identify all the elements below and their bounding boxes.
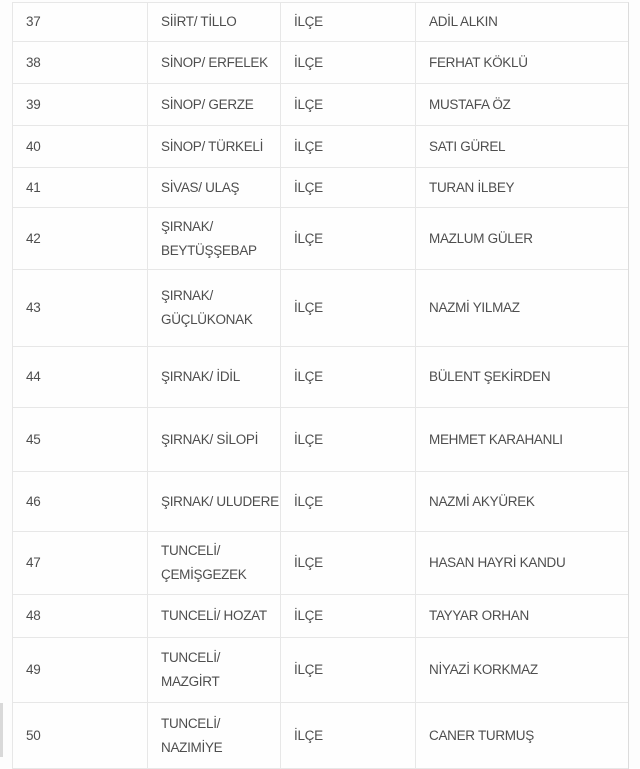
- candidate-name-cell: SATI GÜREL: [429, 138, 506, 154]
- table-row: [13, 3, 628, 42]
- unit-type-cell: İLÇE: [281, 638, 416, 702]
- row-number-cell: [13, 126, 148, 167]
- candidate-name-cell: FERHAT KÖKLÜ: [429, 54, 528, 70]
- province-district-cell: TUNCELİ/ ÇEMİŞGEZEK: [148, 532, 281, 594]
- candidate-name-cell: BÜLENT ŞEKİRDEN: [429, 369, 551, 384]
- unit-type-cell: İLÇE: [281, 472, 416, 531]
- province-district-cell: ŞIRNAK/ İDİL: [148, 347, 281, 407]
- row-number-cell: [13, 595, 148, 637]
- table-row: [13, 703, 628, 769]
- row-number-cell: [13, 42, 148, 83]
- row-number-cell: [13, 472, 148, 531]
- candidate-name-cell: NİYAZİ KORKMAZ: [429, 662, 538, 677]
- left-edge-artifact: [0, 703, 3, 757]
- row-number-cell: [13, 638, 148, 702]
- table-row: [13, 126, 628, 168]
- unit-type-cell: İLÇE: [281, 703, 416, 768]
- candidate-name-cell: HASAN HAYRİ KANDU: [429, 555, 566, 570]
- unit-type-cell: İLÇE: [281, 347, 416, 407]
- province-district-cell: ŞIRNAK/ ULUDERE: [148, 472, 281, 531]
- province-district-cell: SİVAS/ ULAŞ: [148, 168, 281, 207]
- province-district-cell: ŞIRNAK/ BEYTÜŞŞEBAP: [148, 208, 281, 269]
- table-row: [13, 532, 628, 595]
- row-number: 48: [26, 608, 41, 623]
- candidate-name-cell: MUSTAFA ÖZ: [429, 96, 511, 112]
- table-row: [13, 270, 628, 347]
- unit-type-cell: İLÇE: [281, 168, 416, 207]
- province-district-cell: SİNOP/ TÜRKELİ: [148, 126, 281, 167]
- province-district-cell: SİİRT/ TİLLO: [148, 3, 281, 41]
- candidate-name-cell: CANER TURMUŞ: [429, 727, 534, 743]
- row-number: 41: [26, 179, 41, 195]
- unit-type-cell: İLÇE: [281, 84, 416, 125]
- table-row: [13, 208, 628, 270]
- row-number: 50: [26, 727, 41, 743]
- row-number: 47: [26, 555, 41, 570]
- row-number-cell: [13, 408, 148, 471]
- unit-type-cell: İLÇE: [281, 3, 416, 41]
- row-number: 39: [26, 96, 41, 112]
- row-number: 42: [26, 230, 41, 246]
- candidate-name-cell: ADİL ALKIN: [429, 14, 498, 29]
- table-row: [13, 638, 628, 703]
- row-number-cell: [13, 532, 148, 594]
- candidate-name-cell: TURAN İLBEY: [429, 179, 515, 195]
- unit-type-cell: İLÇE: [281, 532, 416, 594]
- row-number-cell: [13, 703, 148, 768]
- row-number-cell: [13, 84, 148, 125]
- table-row: [13, 42, 628, 84]
- unit-type-cell: İLÇE: [281, 126, 416, 167]
- row-number-cell: [13, 3, 148, 41]
- candidate-name-cell: MAZLUM GÜLER: [429, 230, 533, 246]
- unit-type-cell: İLÇE: [281, 408, 416, 471]
- candidate-name-cell: NAZMİ YILMAZ: [429, 300, 520, 315]
- table-row: [13, 84, 628, 126]
- row-number: 43: [26, 300, 41, 315]
- row-number: 40: [26, 138, 41, 154]
- row-number: 37: [26, 14, 41, 29]
- province-district-cell: ŞIRNAK/ GÜÇLÜKONAK: [148, 270, 281, 346]
- row-number-cell: [13, 270, 148, 346]
- row-number: 44: [26, 369, 41, 384]
- province-district-cell: SİNOP/ ERFELEK: [148, 42, 281, 83]
- row-number: 46: [26, 493, 41, 509]
- district-candidates-table: [12, 2, 629, 769]
- table-row: [13, 595, 628, 638]
- unit-type-cell: İLÇE: [281, 42, 416, 83]
- candidate-name-cell: MEHMET KARAHANLI: [429, 431, 563, 447]
- row-number: 45: [26, 431, 41, 447]
- province-district-cell: ŞIRNAK/ SİLOPİ: [148, 408, 281, 471]
- table-row: [13, 408, 628, 472]
- row-number-cell: [13, 168, 148, 207]
- candidate-name-cell: NAZMİ AKYÜREK: [429, 493, 535, 509]
- candidate-name-cell: TAYYAR ORHAN: [429, 608, 529, 623]
- province-district-cell: TUNCELİ/ NAZIMİYE: [148, 703, 281, 768]
- unit-type-cell: İLÇE: [281, 595, 416, 637]
- table-row: [13, 168, 628, 208]
- province-district-cell: SİNOP/ GERZE: [148, 84, 281, 125]
- row-number-cell: [13, 208, 148, 269]
- table-row: [13, 472, 628, 532]
- table-row: [13, 347, 628, 408]
- row-number-cell: [13, 347, 148, 407]
- province-district-cell: TUNCELİ/ MAZGİRT: [148, 638, 281, 702]
- unit-type-cell: İLÇE: [281, 270, 416, 346]
- province-district-cell: TUNCELİ/ HOZAT: [148, 595, 281, 637]
- row-number: 49: [26, 662, 41, 677]
- unit-type-cell: İLÇE: [281, 208, 416, 269]
- row-number: 38: [26, 54, 41, 70]
